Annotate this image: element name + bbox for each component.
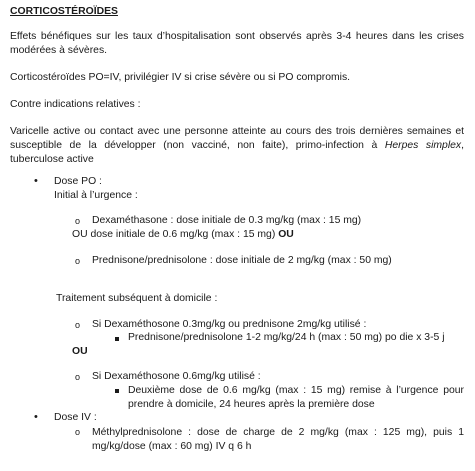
bullet-circle-icon: o [75,216,81,226]
prednisone-dose: Prednisone/prednisolone : dose initiale de 2 mg/kg (max : 50 mg) [92,255,392,266]
alternative-dose-text: OU dose initiale de 0.6 mg/kg (max : 15 mg) [72,229,276,240]
initial-urgence-label: Initial à l’urgence : [54,190,138,201]
condition-dexa-03: Si Dexaméthosone 0.3mg/kg ou prednisone 2mg/kg utilisé : [92,319,367,330]
bullet-disc-icon: • [34,175,38,187]
prednisone-home-dose: Prednisone/prednisolone 1-2 mg/kg/24 h (max : 50 mg) po die x 3-5 j [128,332,445,343]
paragraph-effects: Effets bénéfiques sur les taux d’hospitalisation sont observés après 3-4 heures dans les crises modérées à sévères. [10,31,464,56]
section-title: CORTICOSTÉROÏDES [10,6,118,17]
traitement-subsequent-label: Traitement subséquent à domicile : [56,293,218,304]
contraindications-text-1: Varicelle active ou contact avec une personne atteinte au cours des trois dernières semaines et susceptible de la développer (non vacciné, non faite), primo-infection à [10,126,464,151]
bullet-circle-icon: o [75,372,81,382]
bullet-disc-icon: • [34,411,38,423]
dose-po-label: Dose PO : [54,176,102,187]
alternative-dose [72,229,294,240]
condition-dexa-06: Si Dexaméthosone 0.6mg/kg utilisé : [92,371,261,382]
contraindications-text-2: , tuberculose active [10,140,464,165]
bullet-square-icon [115,337,119,341]
paragraph-route: Corticostéroïdes PO=IV, privilégier IV si crise sévère ou si PO compromis. [10,72,351,83]
bullet-square-icon [115,389,119,393]
herpes-simplex-text: Herpes simplex [384,140,462,151]
bullet-circle-icon: o [75,427,81,437]
methylprednisolone-dose: Méthylprednisolone : dose de charge de 2 mg/kg (max : 125 mg), puis 1 mg/kg/dose (max : 60 mg) IV q 6 h [92,427,464,452]
ou-label: OU [278,229,294,240]
paragraph-contraindications-heading: Contre indications relatives : [10,99,141,110]
dexamethasone-dose: Dexaméthasone : dose initiale de 0.3 mg/kg (max : 15 mg) [92,215,362,226]
bullet-circle-icon: o [75,320,81,330]
bullet-circle-icon: o [75,256,81,266]
dose-iv-label: Dose IV : [54,412,97,423]
ou-separator: OU [72,346,88,357]
second-dose-instructions: Deuxième dose de 0.6 mg/kg (max : 15 mg) remise à l’urgence pour prendre à domicile, 24 heures après la première dose [128,385,464,410]
paragraph-contraindications [10,125,464,167]
